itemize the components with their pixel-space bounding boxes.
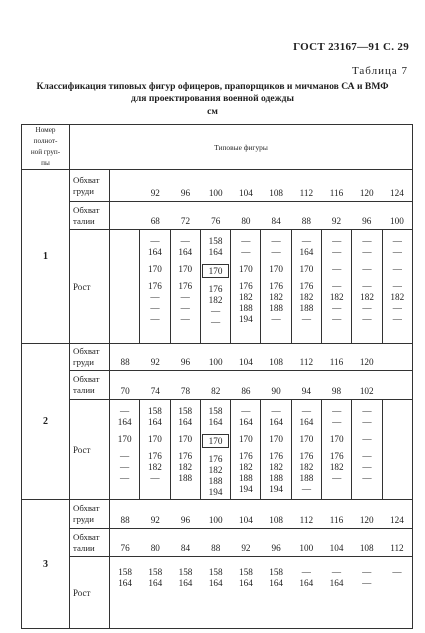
chest-value: 104 — [239, 357, 253, 367]
figures-table — [21, 124, 413, 629]
height-value: 188 — [299, 303, 314, 313]
height-value: 188 — [299, 473, 314, 483]
height-value: — — [210, 317, 221, 327]
chest-value: 116 — [329, 357, 344, 367]
waist-value: 86 — [241, 386, 251, 396]
height-value: — — [332, 236, 342, 246]
height-value: — — [332, 264, 342, 274]
height-value: 158 — [208, 406, 223, 416]
height-value: 170 — [178, 434, 193, 444]
waist-label: Обхват талии — [70, 371, 110, 400]
waist-value: 98 — [331, 386, 342, 396]
height-value: 182 — [390, 292, 405, 302]
height-value: 182 — [178, 462, 193, 472]
chest-value: 104 — [239, 515, 253, 525]
height-column — [321, 567, 351, 589]
waist-value: 82 — [211, 386, 221, 396]
chest-value: 92 — [150, 357, 160, 367]
height-value: 164 — [238, 417, 253, 427]
height-value: — — [362, 434, 372, 444]
height-column — [382, 567, 412, 578]
table-title-line-1: Классификация типовых фигур офицеров, прапорщиков и мичманов СА и ВМФ — [36, 81, 389, 92]
height-label: Рост — [70, 557, 110, 629]
height-value: 170 — [238, 434, 253, 444]
height-column — [140, 567, 170, 589]
height-value: — — [301, 314, 312, 324]
height-value: 170 — [299, 434, 314, 444]
group-1-waist-row — [22, 202, 413, 230]
chest-value: 100 — [208, 188, 223, 198]
waist-values — [110, 529, 413, 557]
chest-value: 96 — [180, 515, 191, 525]
height-value: 176 — [238, 451, 253, 461]
table-units: см — [207, 106, 218, 117]
waist-value: 100 — [390, 216, 404, 226]
height-value: 170 — [269, 434, 284, 444]
height-value: 182 — [299, 292, 314, 302]
height-value: — — [332, 314, 342, 324]
height-value: 182 — [208, 465, 223, 475]
height-value: 176 — [299, 281, 314, 291]
height-value: 182 — [238, 462, 253, 472]
height-value: — — [210, 306, 221, 316]
waist-value: 90 — [271, 386, 281, 396]
height-value: 170 — [148, 434, 162, 444]
height-value: — — [271, 247, 281, 257]
height-value: 176 — [269, 281, 284, 291]
height-column — [170, 400, 200, 499]
height-value: — — [332, 473, 342, 483]
height-value: — — [362, 236, 372, 246]
height-value: — — [362, 303, 372, 313]
height-column — [260, 400, 290, 499]
height-column — [200, 400, 230, 499]
height-value: 164 — [239, 578, 253, 588]
waist-value: 92 — [241, 543, 251, 553]
height-value: 164 — [208, 417, 223, 427]
height-column — [110, 567, 140, 589]
height-value: 164 — [118, 578, 132, 588]
height-value: — — [332, 247, 342, 257]
height-value: 164 — [299, 417, 314, 427]
chest-value: 112 — [299, 188, 314, 198]
table-header-row — [22, 125, 413, 170]
height-value: 158 — [178, 567, 193, 577]
height-value: — — [332, 281, 342, 291]
chest-value: 92 — [150, 188, 160, 198]
height-value: 170 — [238, 264, 253, 274]
height-value: — — [301, 484, 312, 494]
group-3-chest-row — [22, 500, 413, 529]
height-value: — — [362, 451, 372, 461]
height-value: — — [150, 473, 160, 483]
height-value: — — [150, 292, 160, 302]
group-number: 2 — [22, 344, 70, 500]
height-value: 182 — [238, 292, 253, 302]
chest-value: 120 — [359, 357, 374, 367]
waist-value: 96 — [271, 543, 281, 553]
height-value: — — [180, 314, 190, 324]
height-label: Рост — [70, 400, 110, 500]
height-value: 182 — [329, 462, 344, 472]
height-value: — — [362, 281, 372, 291]
chest-value: 124 — [390, 515, 404, 525]
height-value: — — [362, 314, 372, 324]
height-column — [261, 567, 291, 589]
height-column — [170, 567, 200, 589]
height-value: — — [392, 236, 402, 246]
height-column — [352, 567, 382, 589]
height-value: 194 — [269, 484, 284, 494]
waist-value: 84 — [180, 543, 191, 553]
height-value: 164 — [208, 247, 223, 257]
waist-value: 102 — [359, 386, 374, 396]
height-value: 182 — [329, 292, 344, 302]
group-number: 3 — [22, 500, 70, 629]
chest-value: 108 — [269, 515, 283, 525]
height-value: 176 — [178, 451, 193, 461]
height-value: 164 — [299, 247, 314, 257]
waist-value: 76 — [120, 543, 130, 553]
chest-value: 92 — [150, 515, 160, 525]
waist-value: 76 — [211, 216, 221, 226]
height-value: 188 — [208, 476, 223, 486]
group-number: 1 — [22, 170, 70, 344]
height-label: Рост — [70, 230, 110, 344]
height-column — [230, 400, 260, 499]
height-value: 164 — [208, 578, 223, 588]
height-value: — — [301, 567, 311, 577]
chest-label: Обхват груди — [70, 500, 110, 529]
height-value: 176 — [269, 451, 284, 461]
height-value: — — [392, 264, 402, 274]
height-column — [110, 230, 139, 343]
height-value: 164 — [148, 247, 162, 257]
waist-value: 80 — [241, 216, 251, 226]
group-3-waist-row — [22, 529, 413, 557]
height-value: 176 — [208, 284, 223, 294]
height-column — [201, 567, 231, 589]
height-value: 182 — [148, 462, 162, 472]
height-value: 194 — [238, 484, 253, 494]
waist-value: 80 — [150, 543, 160, 553]
height-column — [321, 400, 351, 499]
height-value: — — [362, 578, 372, 588]
height-value: 164 — [178, 247, 193, 257]
height-value: — — [331, 567, 342, 577]
height-column — [351, 230, 381, 343]
height-value: — — [271, 236, 281, 246]
waist-value: 108 — [359, 543, 374, 553]
waist-value: 88 — [211, 543, 221, 553]
height-value: 182 — [360, 292, 374, 302]
height-value: 164 — [299, 578, 314, 588]
height-value: — — [332, 406, 342, 416]
height-value: — — [332, 303, 342, 313]
height-value: 164 — [178, 417, 193, 427]
group-2-height-row — [22, 400, 413, 500]
height-value: 188 — [269, 473, 284, 483]
height-value: — — [392, 303, 402, 313]
waist-value: 84 — [271, 216, 281, 226]
chest-value: 108 — [269, 188, 283, 198]
height-value: 170 — [201, 434, 230, 448]
height-value: 170 — [269, 264, 284, 274]
height-column — [291, 230, 321, 343]
height-value: 194 — [208, 487, 223, 497]
chest-value: 96 — [180, 188, 191, 198]
chest-value: 120 — [359, 515, 374, 525]
height-value: 176 — [208, 454, 223, 464]
height-value: — — [362, 247, 372, 257]
height-value: 170 — [117, 434, 132, 444]
chest-value: 100 — [208, 515, 223, 525]
height-value: — — [362, 473, 372, 483]
height-value: — — [150, 303, 160, 313]
chest-value: 112 — [299, 515, 314, 525]
height-values — [110, 400, 413, 500]
chest-label: Обхват груди — [70, 170, 110, 202]
height-value: — — [392, 281, 402, 291]
height-value: — — [392, 567, 402, 577]
waist-value: 92 — [331, 216, 342, 226]
height-value: 176 — [148, 451, 162, 461]
height-value: 176 — [178, 281, 193, 291]
height-column — [382, 400, 412, 499]
height-value: — — [271, 314, 281, 324]
height-value: 182 — [299, 462, 314, 472]
height-value: — — [241, 406, 251, 416]
group-1-chest-row — [22, 170, 413, 202]
height-value: 182 — [208, 295, 223, 305]
height-value: 176 — [329, 451, 344, 461]
height-value: — — [301, 406, 312, 416]
group-2-waist-row — [22, 371, 413, 400]
height-value: — — [180, 303, 190, 313]
height-value: 158 — [239, 567, 253, 577]
height-value: 158 — [118, 567, 132, 577]
waist-values — [110, 202, 413, 230]
height-column — [200, 230, 230, 343]
table-title-line-2: для проектирования военной одежды — [131, 93, 294, 104]
height-value: 164 — [269, 417, 284, 427]
waist-value: 72 — [180, 216, 191, 226]
height-value: — — [392, 247, 402, 257]
waist-label: Обхват талии — [70, 529, 110, 557]
height-value: 188 — [269, 303, 284, 313]
height-column — [321, 230, 351, 343]
height-column — [351, 400, 381, 499]
chest-label: Обхват груди — [70, 344, 110, 371]
height-value: 182 — [269, 462, 284, 472]
height-value: 176 — [148, 281, 162, 291]
typical-figures-header: Типовые фигуры — [70, 125, 413, 170]
height-value: — — [362, 417, 372, 427]
height-value: — — [120, 462, 130, 472]
height-value: — — [271, 406, 281, 416]
chest-value: 88 — [120, 515, 130, 525]
height-column — [230, 230, 260, 343]
waist-value: 68 — [150, 216, 160, 226]
height-value: — — [362, 264, 372, 274]
chest-value: 124 — [390, 188, 404, 198]
height-value: 182 — [269, 292, 284, 302]
height-column — [139, 230, 169, 343]
height-value: 176 — [238, 281, 253, 291]
height-value: — — [120, 473, 130, 483]
height-value: 164 — [117, 417, 132, 427]
height-value: 170 — [299, 264, 314, 274]
height-column — [260, 230, 290, 343]
chest-value: 104 — [239, 188, 253, 198]
height-value: 164 — [148, 417, 162, 427]
height-value: 164 — [148, 578, 163, 588]
height-value: — — [332, 417, 342, 427]
height-value: — — [150, 236, 160, 246]
height-value: — — [150, 314, 160, 324]
page-header: ГОСТ 23167—91 С. 29 — [293, 41, 409, 53]
waist-value: 88 — [301, 216, 311, 226]
chest-value: 96 — [180, 357, 191, 367]
height-value: — — [241, 236, 251, 246]
height-value: 158 — [148, 567, 163, 577]
waist-values — [110, 371, 413, 400]
waist-label: Обхват талии — [70, 202, 110, 230]
height-value: — — [362, 406, 372, 416]
height-value: — — [392, 314, 402, 324]
chest-value: 116 — [329, 188, 344, 198]
group-1-height-row — [22, 230, 413, 344]
chest-values — [110, 344, 413, 371]
height-value: 164 — [269, 578, 283, 588]
height-values — [110, 230, 413, 344]
chest-value: 116 — [329, 515, 344, 525]
height-column — [231, 567, 261, 589]
height-column — [291, 400, 321, 499]
height-value: 158 — [148, 406, 162, 416]
height-value: 158 — [269, 567, 283, 577]
height-value: — — [180, 236, 190, 246]
height-value: 164 — [329, 578, 344, 588]
height-value: 188 — [178, 473, 193, 483]
chest-value: 100 — [208, 357, 223, 367]
waist-value: 94 — [301, 386, 311, 396]
waist-value: 104 — [329, 543, 344, 553]
chest-value: 120 — [359, 188, 374, 198]
waist-value: 74 — [150, 386, 160, 396]
height-value: 158 — [208, 567, 223, 577]
group-number-header: Номер полнот- ной груп- пы — [22, 125, 70, 170]
height-value: 158 — [178, 406, 193, 416]
height-value: — — [301, 236, 312, 246]
height-value: 164 — [178, 578, 193, 588]
waist-value: 100 — [299, 543, 314, 553]
height-value: — — [362, 462, 372, 472]
group-2-chest-row — [22, 344, 413, 371]
height-value: 194 — [238, 314, 253, 324]
waist-value: 78 — [180, 386, 191, 396]
chest-value: 88 — [120, 357, 130, 367]
height-value: 188 — [238, 303, 253, 313]
height-values — [110, 557, 413, 629]
waist-value: 96 — [362, 216, 372, 226]
height-column — [110, 400, 139, 499]
height-value: 170 — [201, 264, 230, 278]
height-column — [139, 400, 169, 499]
height-value: 158 — [208, 236, 223, 246]
height-value: 176 — [299, 451, 314, 461]
height-value: 188 — [238, 473, 253, 483]
height-value: 170 — [148, 264, 162, 274]
height-value: 170 — [178, 264, 193, 274]
waist-value: 70 — [120, 386, 130, 396]
height-column — [291, 567, 321, 589]
height-value: — — [180, 292, 190, 302]
height-column — [382, 230, 412, 343]
height-column — [170, 230, 200, 343]
height-value: — — [241, 247, 251, 257]
height-value: — — [120, 406, 130, 416]
height-value: — — [120, 451, 130, 461]
height-value: 170 — [329, 434, 344, 444]
chest-value: 108 — [269, 357, 283, 367]
waist-value: 112 — [390, 543, 404, 553]
chest-values — [110, 170, 413, 202]
chest-values — [110, 500, 413, 529]
group-3-height-row — [22, 557, 413, 629]
height-value: — — [362, 567, 372, 577]
table-name: Таблица 7 — [351, 65, 408, 77]
chest-value: 112 — [299, 357, 314, 367]
